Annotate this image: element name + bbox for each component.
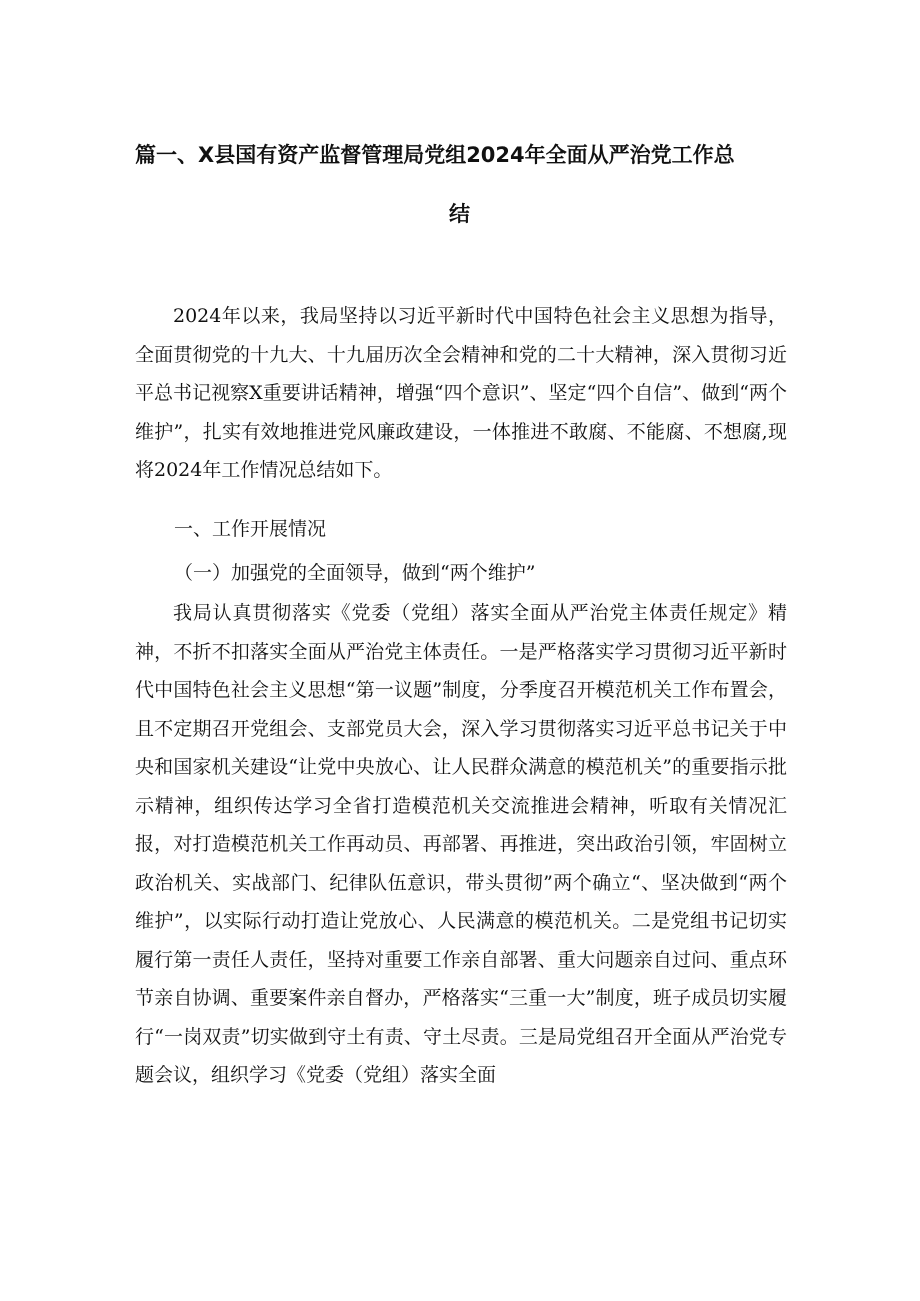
subsection-heading: （一）加强党的全面领导，做到“两个维护”	[174, 562, 536, 584]
body-paragraph: 我局认真贯彻落实《党委（党组）落实全面从严治党主体责任规定》精神，不折不扣落实全面从严治党主体责任。一是严格落实学习贯彻习近平新时代中国特色社会主义思想“第一议题”制度，分季度召开模范机关工作布置会，且不定期召开党组会、支部党员大会，深入学习贯彻落实习近平总书记关于中央和国家机关建设“让党中央放心、让人民群众满意的模范机关”的重要指示批示精神，组织传达学习全省打造模范机关交流推进会精神，听取有关情况汇报，对打造模范机关工作再动员、再部署、再推进，突出政治引领，牢固树立政治机关、实战部门、纪律队伍意识，带头贯彻”两个确立“、坚决做到“两个维护”，以实际行动打造让党放心、人民满意的模范机关。二是党组书记切实履行第一责任人责任，坚持对重要工作亲自部署、重大问题亲自过问、重点环节亲自协调、重要案件亲自督办，严格落实“三重一大”制度，班子成员切实履行“一岗双责”切实做到守土有责、守土尽责。三是局党组召开全面从严治党专题会议，组织学习《党委（党组）落实全面	[135, 602, 787, 1086]
document-title-line-1: 篇一、X县国有资产监督管理局党组2024年全面从严治党工作总	[135, 143, 735, 167]
section-heading: 一、工作开展情况	[174, 518, 327, 540]
document-title-line-2: 结	[449, 202, 470, 226]
intro-paragraph: 2024年以来，我局坚持以习近平新时代中国特色社会主义思想为指导，全面贯彻党的十九大、十九届历次全会精神和党的二十大精神，深入贯彻习近平总书记视察X重要讲话精神，增强“四个意识”、坚定“四个自信”、做到“两个维护”，扎实有效地推进党风廉政建设，一体推进不敢腐、不能腐、不想腐,现将2024年工作情况总结如下。	[135, 305, 787, 481]
